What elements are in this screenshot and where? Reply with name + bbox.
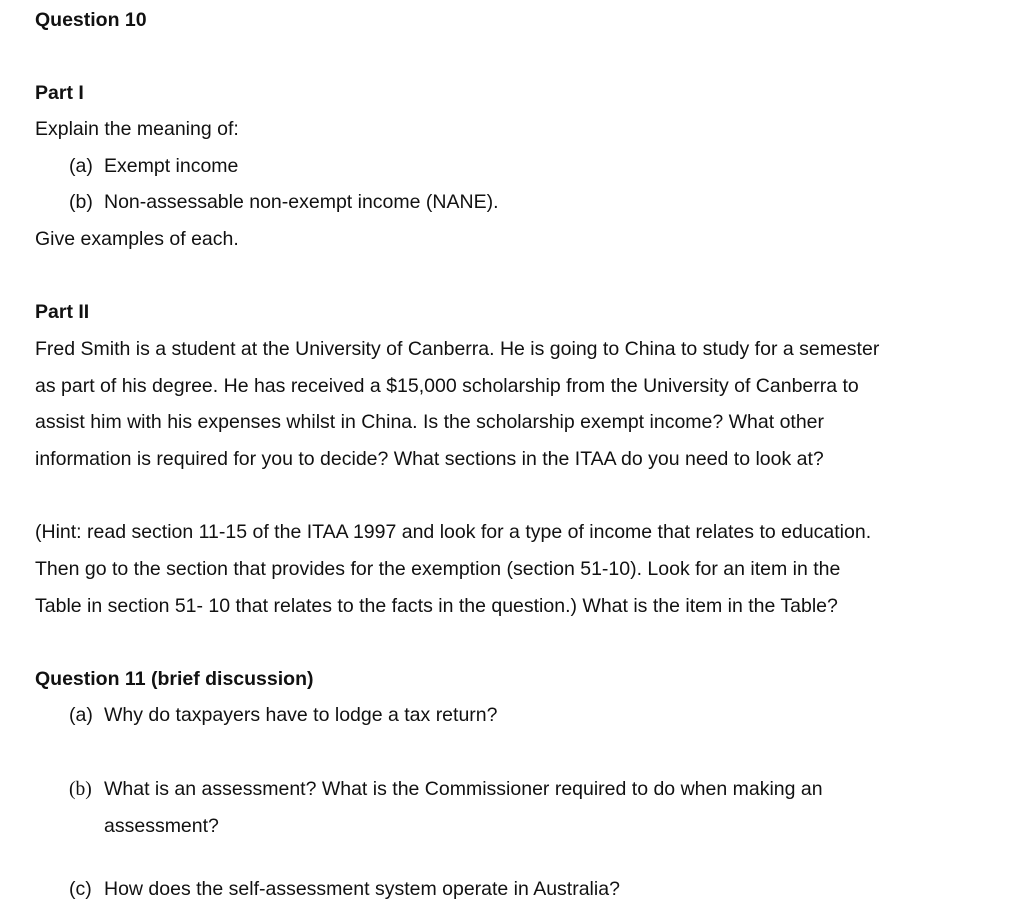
question-11-item-c — [69, 877, 620, 901]
question-11-item-b-continuation: assessment? — [104, 815, 219, 837]
part-2-paragraph-line-2: as part of his degree. He has received a $15,000 scholarship from the University of Canberra to — [35, 375, 859, 397]
hint-line-1: (Hint: read section 11-15 of the ITAA 1997 and look for a type of income that relates to education. — [35, 521, 872, 543]
item-text: Why do taxpayers have to lodge a tax return? — [104, 704, 498, 726]
question-11-item-a — [69, 703, 497, 727]
item-text: Non-assessable non-exempt income (NANE). — [104, 191, 499, 213]
part-1-closing: Give examples of each. — [35, 228, 239, 250]
question-11-title: Question 11 (brief discussion) — [35, 668, 314, 690]
part-1-item-b — [69, 190, 499, 214]
question-10-title: Question 10 — [35, 9, 147, 31]
part-1-item-a — [69, 154, 238, 178]
item-label: (c) — [69, 878, 92, 900]
question-11-item-b — [69, 777, 823, 802]
part-2-paragraph-line-4: information is required for you to decide? What sections in the ITAA do you need to look at? — [35, 448, 824, 470]
hint-line-3: Table in section 51- 10 that relates to the facts in the question.) What is the item in the Table? — [35, 595, 838, 617]
item-label: (b) — [69, 779, 92, 800]
part-1-heading: Part I — [35, 82, 84, 104]
part-2-paragraph-line-3: assist him with his expenses whilst in China. Is the scholarship exempt income? What other — [35, 411, 825, 433]
hint-line-2: Then go to the section that provides for the exemption (section 51-10). Look for an item in the — [35, 558, 841, 580]
item-label: (b) — [69, 191, 93, 213]
item-label: (a) — [69, 704, 93, 726]
item-label: (a) — [69, 155, 93, 177]
item-text: How does the self-assessment system operate in Australia? — [104, 878, 620, 900]
item-text: Exempt income — [104, 155, 239, 177]
part-1-prompt: Explain the meaning of: — [35, 118, 239, 140]
item-text: What is an assessment? What is the Commissioner required to do when making an — [104, 778, 823, 800]
part-2-paragraph-line-1: Fred Smith is a student at the University of Canberra. He is going to China to study for a semester — [35, 338, 880, 360]
part-2-heading: Part II — [35, 301, 90, 323]
